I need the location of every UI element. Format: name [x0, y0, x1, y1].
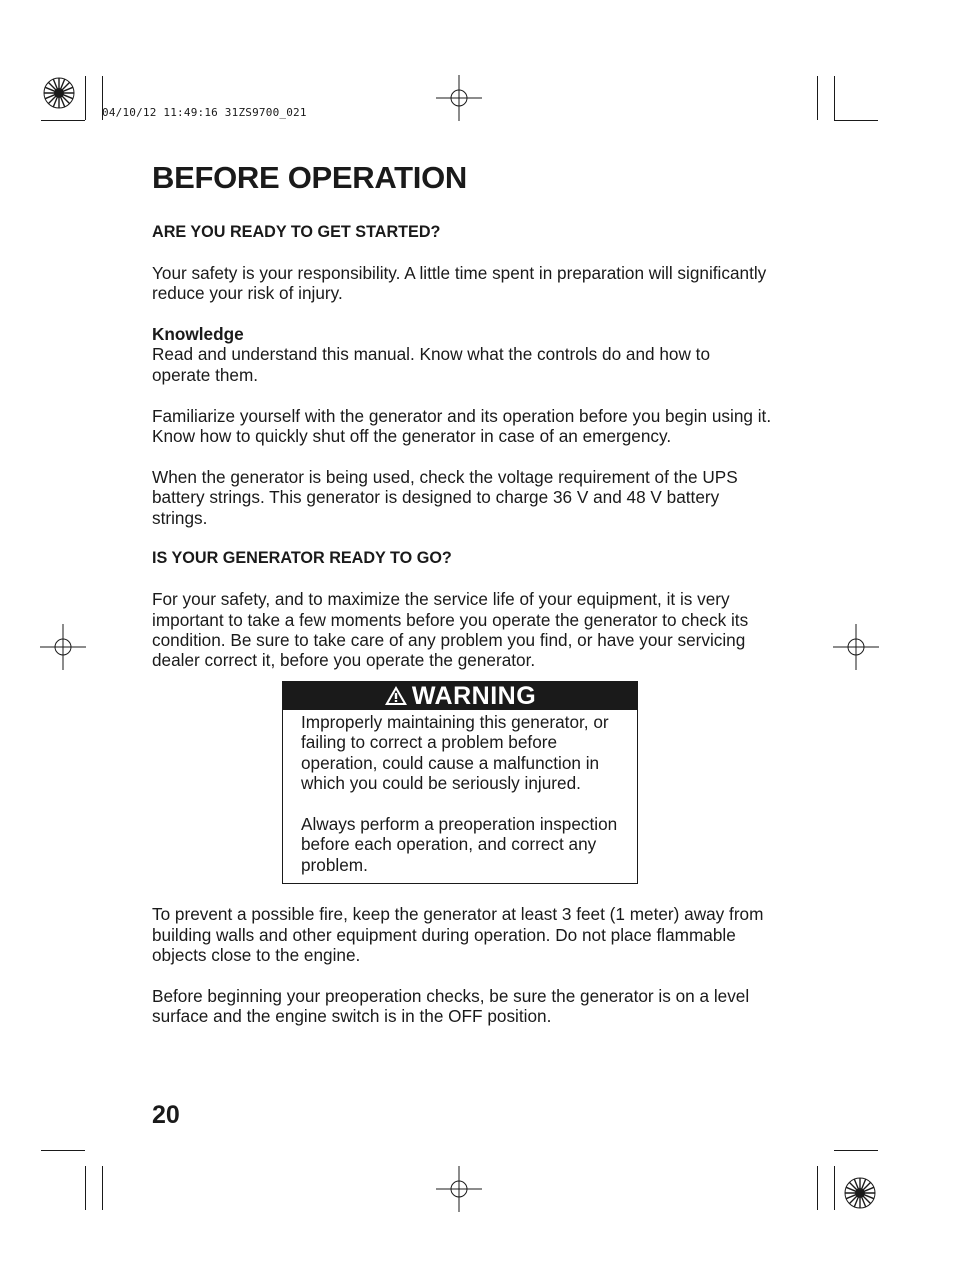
crosshair-icon [436, 75, 482, 121]
warning-label: WARNING [411, 681, 537, 710]
print-stamp: 04/10/12 11:49:16 31ZS9700_021 [102, 106, 307, 119]
crosshair-icon [40, 624, 86, 670]
section-heading-ready: ARE YOU READY TO GET STARTED? [152, 223, 441, 241]
knowledge-heading: Knowledge [152, 324, 244, 344]
crosshair-icon [436, 1166, 482, 1212]
crosshair-icon [833, 624, 879, 670]
page-number: 20 [152, 1101, 180, 1129]
page-title: BEFORE OPERATION [152, 160, 467, 195]
registration-mark-icon [843, 1176, 877, 1210]
generator-intro-paragraph: For your safety, and to maximize the service life of your equipment, it is very important to take a few moments before you operate the generator to check its condition. Be sure to take care of any problem you find, or have your servicing dealer correct it, before you operate the generator. [152, 589, 749, 671]
section-heading-generator: IS YOUR GENERATOR READY TO GO? [152, 549, 452, 568]
knowledge-paragraph: Read and understand this manual. Know what the controls do and how to operate them. [152, 344, 710, 385]
fire-prevention-paragraph: To prevent a possible fire, keep the generator at least 3 feet (1 meter) away from building walls and other equipment during operation. Do not place flammable objects close to the engine. [152, 904, 764, 966]
safety-intro-paragraph: Your safety is your responsibility. A little time spent in preparation will significantly reduce your risk of injury. [152, 262, 767, 304]
warning-triangle-icon [384, 685, 408, 706]
page-body [152, 222, 772, 1047]
voltage-paragraph: When the generator is being used, check the voltage requirement of the UPS battery strings. This generator is designed to charge 36 V and 48 V battery strings. [152, 466, 738, 528]
warning-paragraph-1: Improperly maintaining this generator, or failing to correct a problem before operation, could cause a malfunction in which you could be seriously injured. [301, 711, 609, 794]
preoperation-checks-paragraph: Before beginning your preoperation checks, be sure the generator is on a level surface and the engine switch is in the OFF position. [152, 986, 750, 1027]
warning-paragraph-2: Always perform a preoperation inspection before each operation, and correct any problem. [301, 813, 618, 875]
warning-box [282, 681, 638, 884]
warning-body [283, 710, 637, 883]
warning-header [283, 682, 637, 710]
familiarize-paragraph: Familiarize yourself with the generator and its operation before you begin using it. Know how to quickly shut off the generator in case of an emergency. [152, 405, 772, 447]
registration-mark-icon [42, 76, 76, 110]
